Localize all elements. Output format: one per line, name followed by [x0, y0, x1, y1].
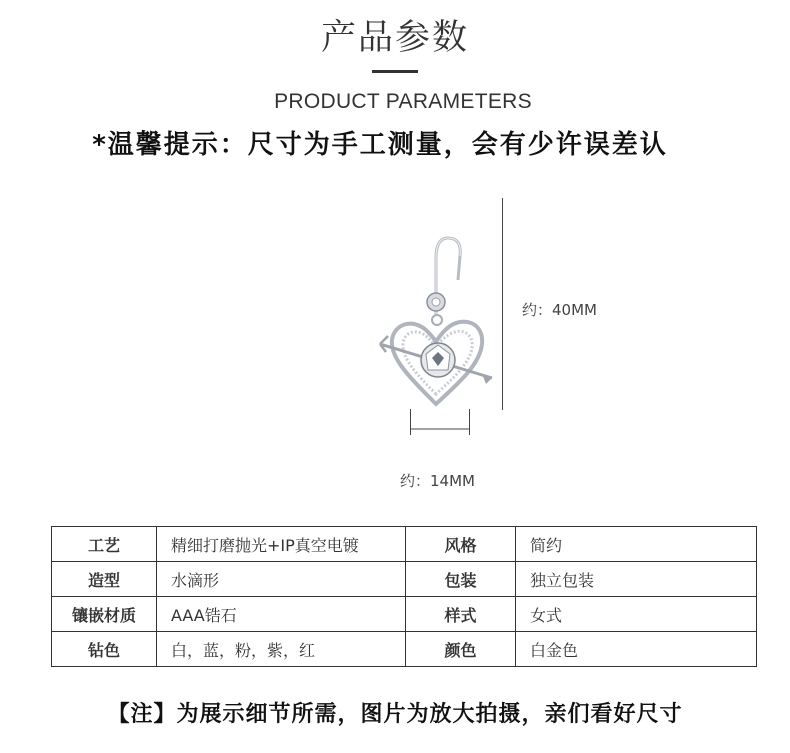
spec-value: 独立包装 — [516, 562, 757, 597]
table-row — [52, 562, 757, 597]
title-divider — [372, 70, 418, 73]
table-row — [52, 632, 757, 667]
spec-value: 白，蓝，粉，紫，红 — [157, 632, 406, 667]
spec-value: 女式 — [516, 597, 757, 632]
spec-key: 颜色 — [406, 632, 516, 667]
spec-value: AAA锆石 — [157, 597, 406, 632]
table-row — [52, 597, 757, 632]
table-row — [52, 527, 757, 562]
spec-value: 水滴形 — [157, 562, 406, 597]
size-notice: *温馨提示：尺寸为手工测量，会有少许误差认 — [92, 130, 668, 160]
spec-key: 钻色 — [52, 632, 157, 667]
spec-value: 白金色 — [516, 632, 757, 667]
spec-key: 包装 — [406, 562, 516, 597]
page-title: 产品参数 — [320, 18, 469, 58]
width-label: 约：14MM — [400, 472, 475, 490]
spec-key: 造型 — [52, 562, 157, 597]
spec-key: 镶嵌材质 — [52, 597, 157, 632]
spec-value: 精细打磨抛光+IP真空电镀 — [157, 527, 406, 562]
spec-key: 样式 — [406, 597, 516, 632]
height-label: 约：40MM — [522, 301, 597, 319]
spec-table — [51, 526, 757, 667]
spec-key: 风格 — [406, 527, 516, 562]
spec-key: 工艺 — [52, 527, 157, 562]
spec-value: 简约 — [516, 527, 757, 562]
page-subtitle: PRODUCT PARAMETERS — [274, 90, 532, 113]
height-measure-line — [502, 198, 503, 410]
footer-note: 【注】为展示细节所需，图片为放大拍摄，亲们看好尺寸 — [107, 702, 683, 727]
earring-image — [370, 228, 500, 413]
width-measure-mark — [410, 409, 470, 435]
